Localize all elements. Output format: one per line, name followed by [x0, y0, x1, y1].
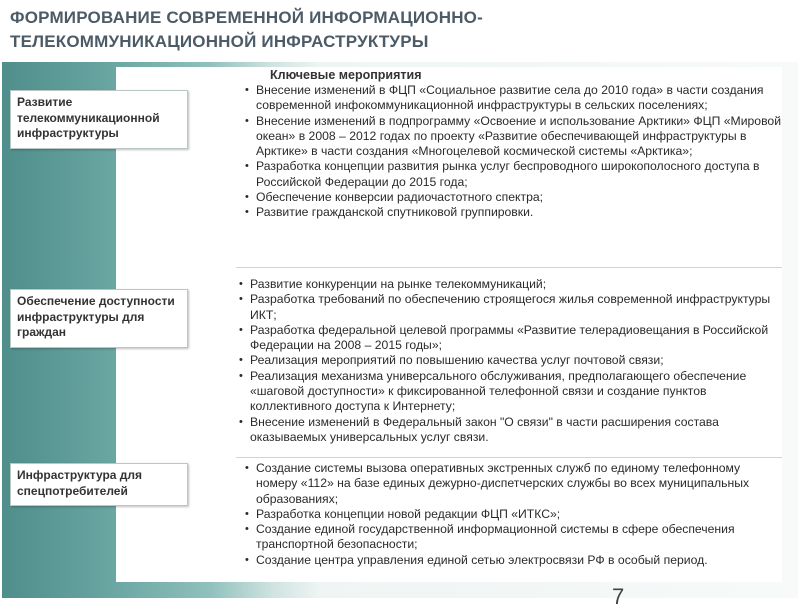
list-item: • Разработка требований по обеспечению строящегося жилья современной инфраструктуры ИКТ;: [238, 292, 782, 323]
page-title: ФОРМИРОВАНИЕ СОВРЕМЕННОЙ ИНФОРМАЦИОННО-ТЕЛЕКОММУНИКАЦИОННОЙ ИНФРАСТРУКТУРЫ: [10, 8, 483, 51]
list-item: • Развитие гражданской спутниковой группировки.: [244, 205, 782, 220]
list-item: • Внесение изменений в подпрограмму «Освоение и использование Арктики» ФЦП «Мировой океан» в 2008 – 2012 годах по проекту «Развитие обеспечивающей инфраструктуры в Арктике» в части создания «Многоцелевой космической системы «Арктика»;: [244, 114, 782, 160]
list-item: • Реализация механизма универсального обслуживания, предполагающего обеспечение «шаговой доступности» к фиксированной телефонной связи и создание пунктов коллективного доступа к Интернету;: [238, 369, 782, 415]
list-item: • Создание центра управления единой сетью электросвязи РФ в особый период.: [244, 553, 782, 568]
list-item: • Создание единой государственной информационной системы в сфере обеспечения транспортной безопасности;: [244, 522, 782, 553]
list-item: • Внесение изменений в Федеральный закон "О связи" в части расширения состава оказываемых универсальных услуг связи.: [238, 415, 782, 446]
list-item: • Развитие конкуренции на рынке телекоммуникаций;: [238, 277, 782, 292]
section-access-for-citizens: [236, 277, 782, 458]
list-item: • Создание системы вызова оперативных экстренных служб по единому телефонному номеру «112» на базе единых дежурно-диспетчерских службы во всех муниципальных образованиях;: [244, 461, 782, 507]
list-item: • Реализация мероприятий по повышению качества услуг почтовой связи;: [238, 353, 782, 368]
section-telecom-infrastructure: [236, 83, 782, 268]
key-measures-header: Ключевые мероприятия: [270, 68, 422, 82]
measures-list: [238, 277, 782, 445]
page-number: 7: [612, 584, 625, 609]
category-access-for-citizens: Обеспечение доступности инфраструктуры для граждан: [10, 289, 188, 348]
category-telecom-infrastructure: Развитие телекоммуникационной инфраструктуры: [10, 90, 188, 149]
measures-list: [244, 83, 782, 221]
section-special-consumers: [236, 461, 782, 577]
category-special-consumers: Инфраструктура для спецпотребителей: [10, 463, 188, 506]
list-item: • Обеспечение конверсии радиочастотного спектра;: [244, 190, 782, 205]
list-item: • Разработка федеральной целевой программы «Развитие телерадиовещания в Российской Федерации на 2008 – 2015 годы»;: [238, 323, 782, 354]
list-item: • Внесение изменений в ФЦП «Социальное развитие села до 2010 года» в части создания современной инфокоммуникационной инфраструктуры в сельских поселениях;: [244, 83, 782, 114]
list-item: • Разработка концепции развития рынка услуг беспроводного широкополосного доступа в Российской Федерации до 2015 года;: [244, 159, 782, 190]
list-item: • Разработка концепции новой редакции ФЦП «ИТКС»;: [244, 507, 782, 522]
measures-list: [244, 461, 782, 568]
